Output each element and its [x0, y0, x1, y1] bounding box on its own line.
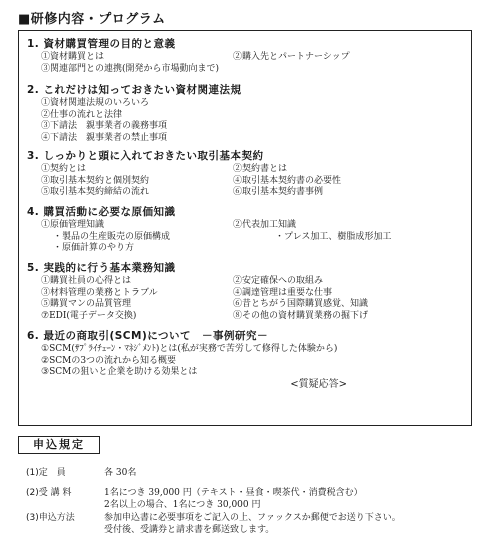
app-value: 2名以上の場合、1名につき 30,000 円 — [104, 500, 261, 510]
section-row — [27, 367, 465, 379]
app-value: 受付後、受講券と請求書を郵送致します。 — [104, 525, 275, 535]
section-row — [27, 311, 465, 323]
item-left: ④下請法 親事業者の禁止事項 — [41, 132, 168, 143]
item-right: ②契約書とは — [233, 164, 288, 174]
item-left: ①資材購買とは — [41, 52, 105, 62]
subitem-right: ・プレス加工、樹脂成形加工 — [275, 231, 392, 242]
item-right: ⑥取引基本契約書事例 — [233, 187, 324, 197]
section-row — [27, 232, 465, 244]
item-left: ②仕事の流れと法律 — [41, 109, 123, 120]
item-left: ③材料管理の業務とトラブル — [41, 287, 158, 298]
item-left: ①資材関連法規のいろいろ — [41, 98, 150, 108]
page-title: ■研修内容・プログラム — [18, 12, 166, 27]
section-row — [27, 64, 465, 76]
section-row — [27, 133, 465, 145]
application-heading: 申込規定 — [18, 436, 100, 454]
item-right: ⑥昔とちがう国際購買感覚、知識 — [233, 299, 369, 309]
section-row — [27, 98, 465, 110]
section-row — [27, 110, 465, 122]
item-left: ①原価管理知識 — [41, 220, 105, 230]
section-row — [27, 344, 465, 356]
item-right: ②安定確保への取組み — [233, 276, 324, 286]
section-title: 6. 最近の商取引(SCM)について －事例研究－ — [27, 330, 269, 342]
item-left: ②SCMの3つの流れから知る概要 — [41, 355, 177, 366]
section-row — [27, 299, 465, 311]
subitem-left: ・原価計算のやり方 — [53, 243, 135, 253]
section-row — [27, 164, 465, 176]
program-box — [18, 30, 472, 426]
app-label: (1)定 員 — [26, 468, 66, 478]
app-label: (3)申込方法 — [26, 513, 75, 523]
section-row — [27, 52, 465, 64]
qa-label: <質疑応答> — [290, 378, 347, 390]
app-label: (2)受 講 料 — [26, 488, 72, 498]
section-title: 2. これだけは知っておきたい資材関連法規 — [27, 84, 242, 96]
item-right: ⑧その他の資材購買業務の掘下げ — [233, 310, 369, 321]
section-1 — [27, 37, 465, 75]
app-value: 1名につき 39,000 円（テキスト・昼食・喫茶代・消費税含む） — [104, 488, 363, 498]
section-row — [27, 121, 465, 133]
section-row — [27, 288, 465, 300]
item-right: ④調達管理は重要な仕事 — [233, 287, 333, 298]
section-title: 5. 実践的に行う基本業務知識 — [27, 262, 176, 274]
item-left: ①SCM(ｻﾌﾟﾗｲﾁｪｰﾝ・ﾏﾈｼﾞﾒﾝﾄ)とは(私が実務で苦労して修得した体験から) — [41, 344, 338, 354]
item-right: ②購入先とパートナーシップ — [233, 52, 350, 62]
section-5 — [27, 261, 465, 322]
section-row — [27, 379, 465, 391]
section-2 — [27, 83, 465, 144]
item-left: ⑤購買マンの品質管理 — [41, 299, 132, 309]
app-value: 参加申込書に必要事項をご記入の上、ファックスか郵便でお送り下さい。 — [104, 513, 401, 523]
subitem-left: ・製品の生産販売の原価構成 — [53, 231, 171, 242]
section-row — [27, 356, 465, 368]
section-6 — [27, 329, 465, 390]
section-row — [27, 187, 465, 199]
item-right: ④取引基本契約書の必要性 — [233, 175, 342, 186]
item-left: ①購買社員の心得とは — [41, 276, 132, 286]
item-left: ①契約とは — [41, 164, 87, 174]
section-3 — [27, 149, 465, 199]
section-title: 4. 購買活動に必要な原価知識 — [27, 206, 176, 218]
item-left: ⑦EDI(電子データ交換) — [41, 310, 137, 321]
section-row — [27, 220, 465, 232]
section-4 — [27, 205, 465, 255]
section-title: 3. しっかりと頭に入れておきたい取引基本契約 — [27, 150, 264, 162]
section-row — [27, 176, 465, 188]
item-left: ③取引基本契約と個別契約 — [41, 175, 150, 186]
item-left: ⑤取引基本契約締結の流れ — [41, 187, 150, 197]
section-title: 1. 資材購買管理の目的と意義 — [27, 38, 176, 50]
item-left: ③関連部門との連携(開発から市場動向まで) — [41, 63, 220, 74]
app-value: 各 30名 — [104, 468, 137, 478]
item-left: ③下請法 親事業者の義務事項 — [41, 121, 168, 131]
section-row — [27, 243, 465, 255]
item-left: ③SCMの狙いと企業を助ける効果とは — [41, 367, 198, 377]
section-row — [27, 276, 465, 288]
item-right: ②代表加工知識 — [233, 220, 297, 230]
